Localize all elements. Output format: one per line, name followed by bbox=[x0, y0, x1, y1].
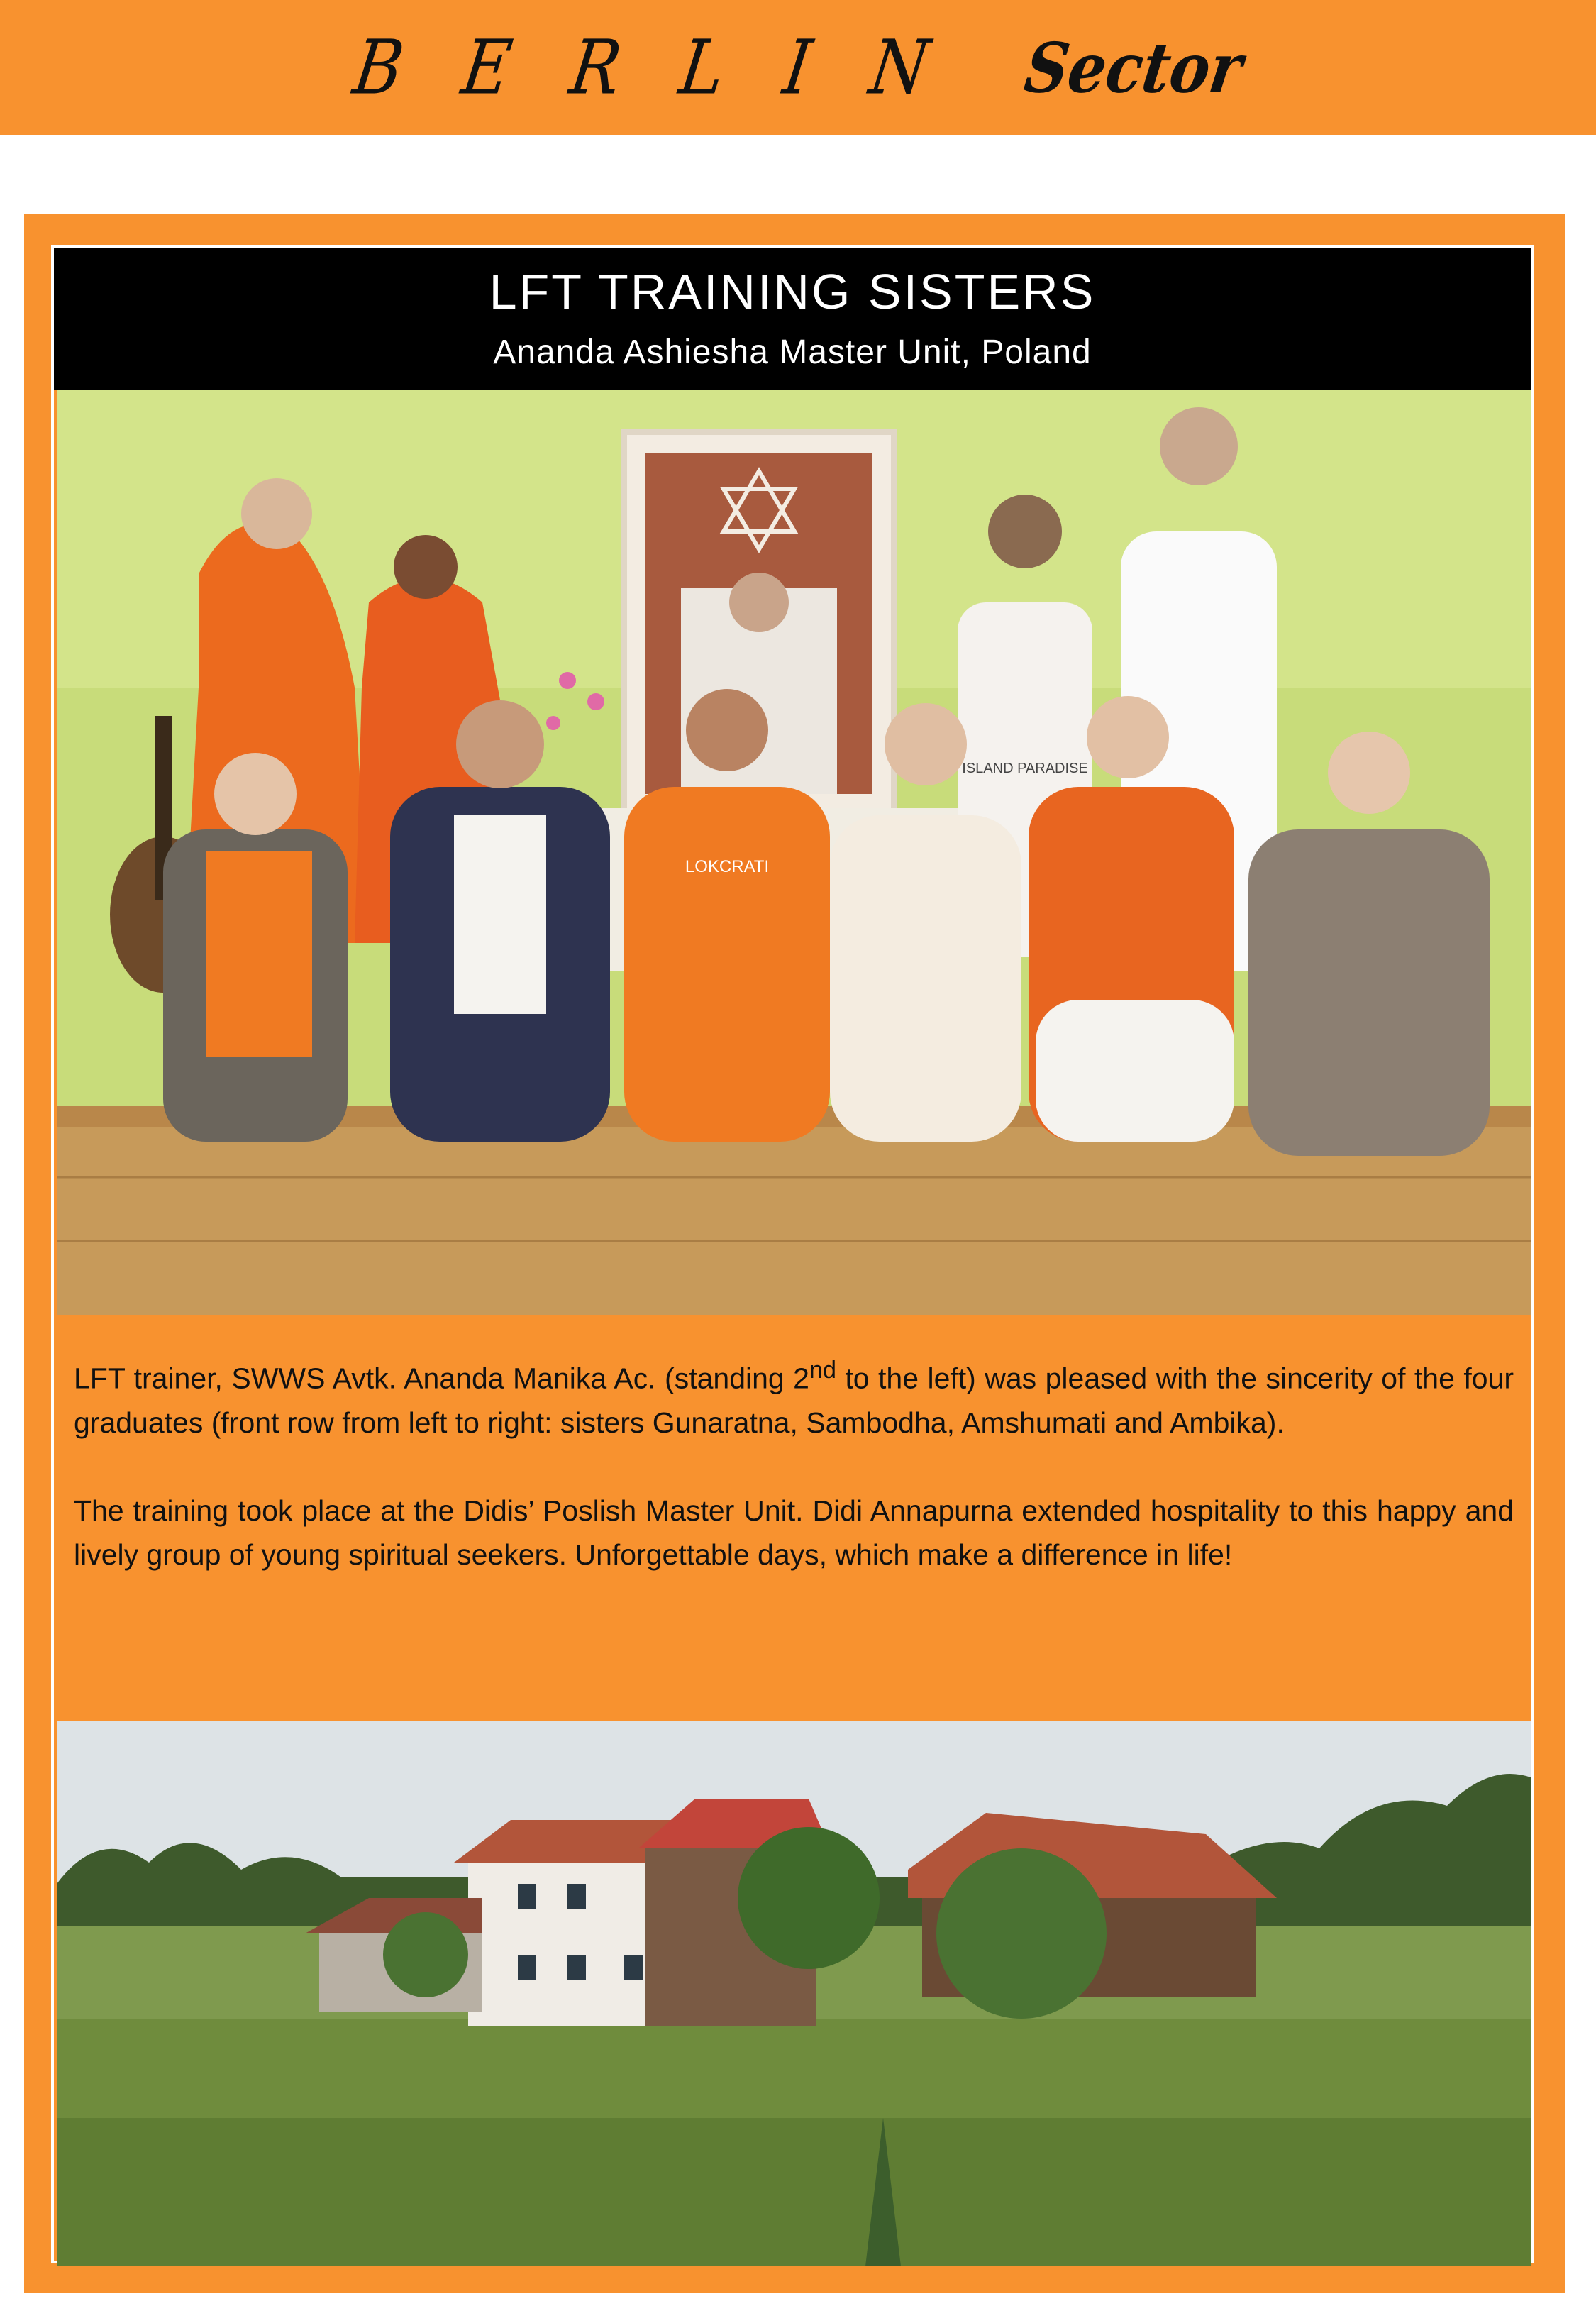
sector-banner bbox=[0, 0, 1596, 135]
article-header bbox=[54, 248, 1531, 390]
palm-shirt-text: ISLAND PARADISE bbox=[962, 761, 1088, 776]
group-photo bbox=[57, 390, 1531, 1315]
caption-paragraph-2: The training took place at the Didis’ Poslish Master Unit. Didi Annapurna extended hospitality to this happy and lively group of young spiritual seekers. Unforgettable days, which make a difference in life! bbox=[74, 1494, 1514, 1571]
sector-title: B E R L I N bbox=[348, 23, 954, 111]
group-shirt-text: LOKCRATI bbox=[685, 857, 770, 876]
sector-subtitle: Sector bbox=[1019, 27, 1248, 108]
farmhouse-photo bbox=[57, 1721, 1531, 2266]
article-subtitle: Ananda Ashiesha Master Unit, Poland bbox=[493, 333, 1092, 371]
article-title: LFT TRAINING SISTERS bbox=[489, 264, 1096, 319]
article-caption bbox=[74, 1348, 1514, 1621]
caption-paragraph-1: LFT trainer, SWWS Avtk. Ananda Manika Ac. (standing 2nd to the left) was pleased with the sincerity of the four graduates (front row from left to right: sisters Gunaratna, Sambodha, Amshumati and Ambika). bbox=[74, 1357, 1514, 1439]
